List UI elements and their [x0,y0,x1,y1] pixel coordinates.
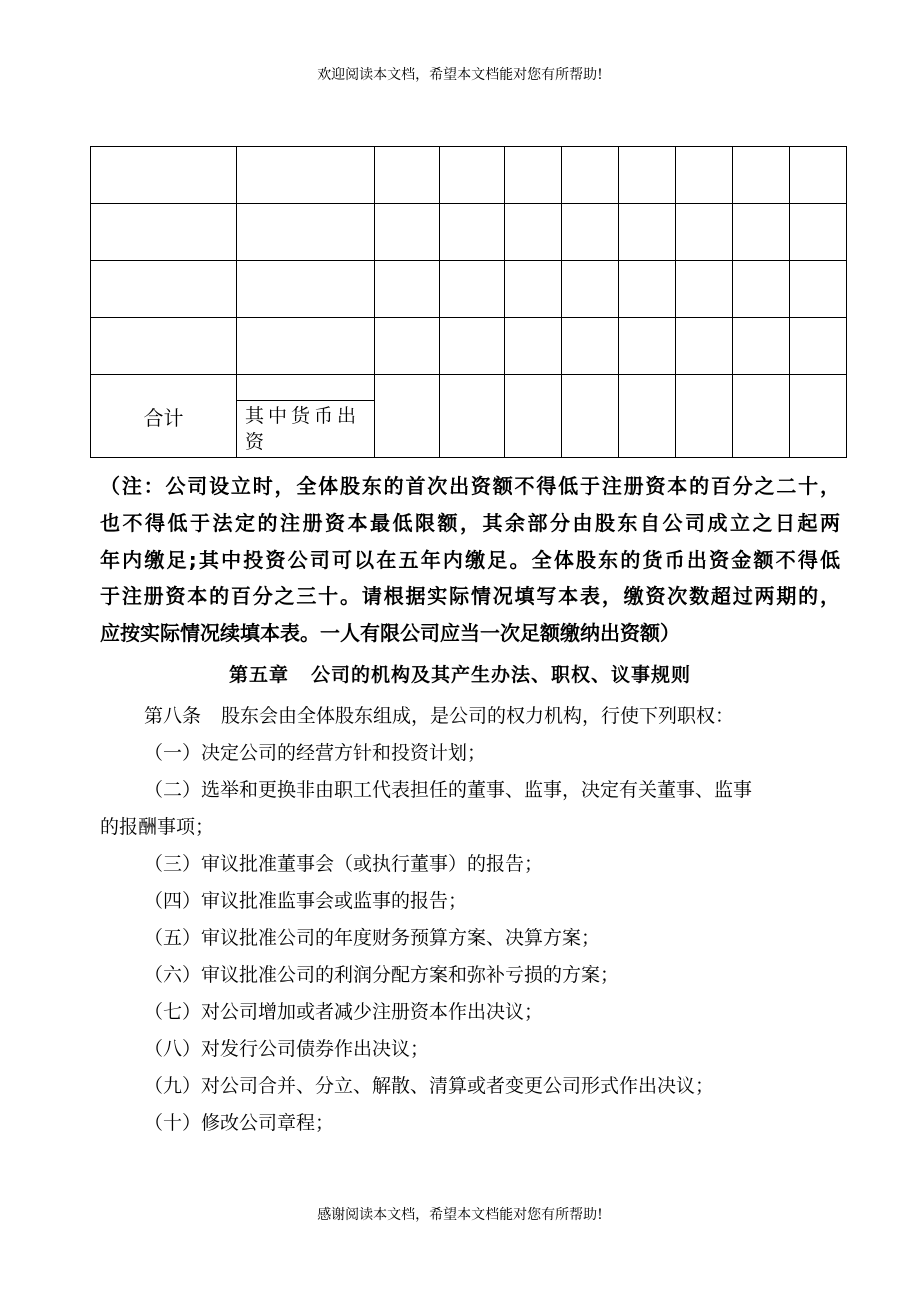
list-item: （三）审议批准董事会（或执行董事）的报告； [144,853,544,875]
table-cell [676,204,733,261]
table-cell [375,204,440,261]
note-line: 应按实际情况续填本表。一人有限公司应当一次足额缴纳出资额） [100,621,680,646]
table-cell [733,204,790,261]
page-header: 欢迎阅读本文档，希望本文档能对您有所帮助! [317,67,603,83]
table-cell [676,318,733,375]
table-cell [505,204,562,261]
table-cell [440,204,505,261]
table-row [91,318,847,375]
list-item: （七）对公司增加或者减少注册资本作出决议； [144,1001,544,1023]
capital-contribution-table [90,146,847,458]
total-label: 合计 [91,375,237,458]
table-row [91,147,847,204]
table-cell [237,318,375,375]
table-cell [91,318,237,375]
table-cell [790,261,847,318]
table-cell [733,147,790,204]
table-cell [619,204,676,261]
table-cell [505,318,562,375]
table-cell [440,375,505,458]
table-cell [676,375,733,458]
table-cell [440,261,505,318]
table-cell [237,147,375,204]
table-cell [790,318,847,375]
note-line: 年内缴足;其中投资公司可以在五年内缴足。全体股东的货币出资金额不得低 [100,547,840,572]
table-cell [562,318,619,375]
list-item: （四）审议批准监事会或监事的报告； [144,890,468,912]
table-cell [562,375,619,458]
table-cell [440,147,505,204]
chapter-heading [0,661,920,689]
table-cell [237,375,375,401]
chapter-title: 公司的机构及其产生办法、职权、议事规则 [311,664,692,686]
table-cell [790,147,847,204]
list-item: （八）对发行公司债券作出决议； [144,1038,430,1060]
note-line: 也不得低于法定的注册资本最低限额，其余部分由股东自公司成立之日起两 [100,510,840,535]
table-cell [619,318,676,375]
table-cell [733,261,790,318]
article-text: 股东会由全体股东组成，是公司的权力机构，行使下列职权： [221,705,735,727]
table-cell [237,204,375,261]
table-cell [790,375,847,458]
table-cell [505,147,562,204]
table-cell [619,261,676,318]
table-cell [375,261,440,318]
table-cell [91,147,237,204]
article-number: 第八条 [144,705,202,727]
table-cell [375,147,440,204]
table-cell [562,261,619,318]
table-cell [562,147,619,204]
note-line: （注：公司设立时，全体股东的首次出资额不得低于注册资本的百分之二十， [100,474,840,498]
note-line: 于注册资本的百分之三十。请根据实际情况填写本表，缴资次数超过两期的， [100,584,840,609]
table-cell [91,204,237,261]
list-item: （九）对公司合并、分立、解散、清算或者变更公司形式作出决议； [144,1075,715,1097]
table-cell [375,375,440,458]
table-cell [375,318,440,375]
table-row [91,204,847,261]
table-cell [619,147,676,204]
table-cell [676,261,733,318]
list-item: （二）选举和更换非由职工代表担任的董事、监事，决定有关董事、监事 [144,779,753,801]
table-cell [790,204,847,261]
table-cell [562,204,619,261]
table-row [91,261,847,318]
chapter-number: 第五章 [228,664,289,686]
list-item: （十）修改公司章程； [144,1112,335,1134]
list-item-continuation: 的报酬事项； [100,816,215,838]
list-item: （五）审议批准公司的年度财务预算方案、决算方案； [144,927,601,949]
table-cell [733,375,790,458]
table-cell [91,261,237,318]
article-body [100,698,830,1142]
table-cell [505,375,562,458]
table-cell [237,261,375,318]
cash-contribution-label: 其中货币出资 [237,401,375,458]
table-cell [676,147,733,204]
table-cell [733,318,790,375]
table-cell [440,318,505,375]
table-cell [505,261,562,318]
list-item: （六）审议批准公司的利润分配方案和弥补亏损的方案； [144,964,620,986]
article-intro [100,698,830,735]
page-footer: 感谢阅读本文档，希望本文档能对您有所帮助! [317,1207,603,1223]
table-note [100,468,840,652]
table-row-total [91,375,847,401]
table-cell [619,375,676,458]
list-item: （一）决定公司的经营方针和投资计划； [144,742,487,764]
